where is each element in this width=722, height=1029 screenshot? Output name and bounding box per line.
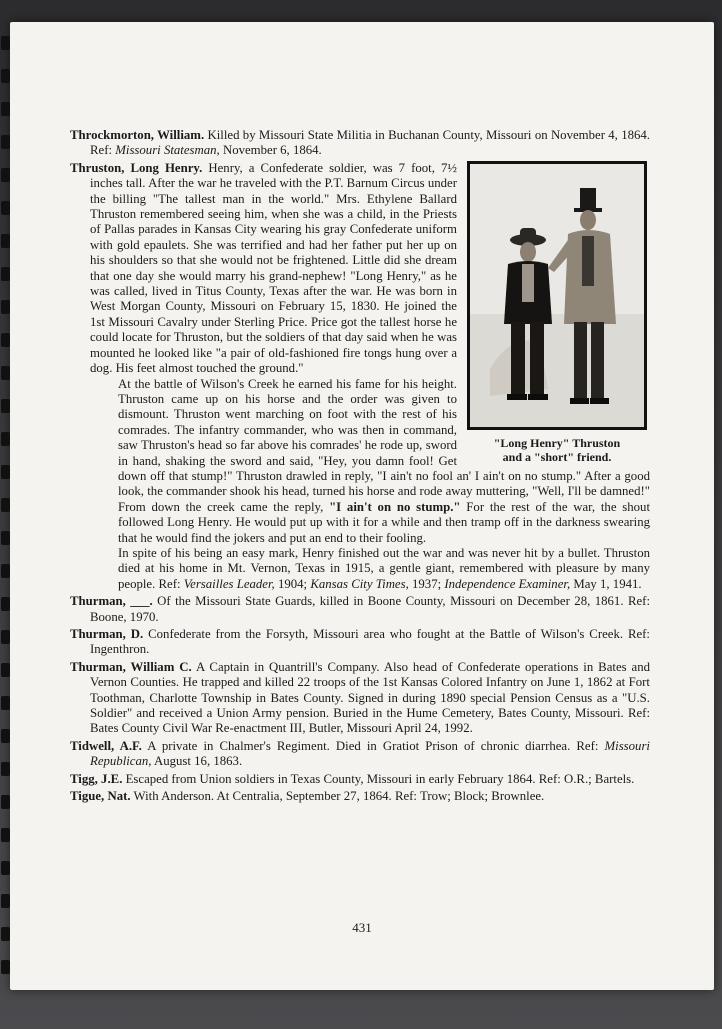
binding-coil [1, 630, 10, 644]
entry-name: Throckmorton, William. [70, 128, 205, 142]
book-page [10, 22, 714, 990]
photo-figure [467, 161, 647, 464]
entry-text: May 1, 1941. [570, 576, 642, 591]
entry-text: November 6, 1864. [219, 143, 322, 158]
source-title: Independence Examiner, [444, 576, 571, 591]
entry-tigue [70, 789, 650, 804]
binding-coil [1, 201, 10, 215]
caption-line: and a "short" friend. [502, 449, 612, 464]
entry-name: Thurman, William C. [70, 659, 192, 674]
binding-coil [1, 663, 10, 677]
binding-coil [1, 333, 10, 347]
photo-frame [467, 161, 647, 430]
binding-coil [1, 135, 10, 149]
binding-coil [1, 168, 10, 182]
entry-text: For the rest of the war, the shout followed Long Henry. He would put up with it for a while and then tramp off in the darkness swearing that he would find the jokers and put an end to their fooling. [118, 499, 650, 545]
binding-coil [1, 36, 10, 50]
binding-coil [1, 267, 10, 281]
binding-coil [1, 531, 10, 545]
source-title: Kansas City Times, [310, 576, 409, 591]
source-title: Versailles Leader, [183, 576, 275, 591]
entry-thurman-d [70, 627, 650, 658]
binding-coil [1, 564, 10, 578]
entry-thurman-blank [70, 594, 650, 625]
binding-coil [1, 432, 10, 446]
spiral-binding [0, 22, 12, 990]
source-title: Missouri Statesman, [115, 143, 220, 158]
entry-text: Of the Missouri State Guards, killed in Boone County, Missouri on December 28, 1861. Ref: Boone, 1970. [90, 594, 651, 624]
entry-thurman-william-c [70, 660, 650, 737]
entry-text: A Captain in Quantrill's Company. Also head of Confederate operations in Bates and Vernon Counties. He trapped and killed 22 troops of the 1st Kansas Colored Infantry on June 1, 1862 at Fort Toothman, Charlotte Township in Bates County. Signed in during 1890 special Pension Census as a "U.S. Soldier" and received a Union Army pension. Buried in the Hume Cemetery, Bates County, Missouri. Ref: Bates County Civil War Re-enactment III, Butler, Missouri April 24, 1992. [90, 659, 651, 736]
binding-coil [1, 696, 10, 710]
entry-name: Thurman, D. [70, 627, 144, 641]
entry-text: Confederate from the Forsyth, Missouri area who fought at the Battle of Wilson's Creek. Ref: Ingenthron. [90, 627, 650, 657]
binding-coil [1, 465, 10, 479]
binding-coil [1, 300, 10, 314]
binding-coil [1, 828, 10, 842]
entry-text: Henry, a Confederate soldier, was 7 foot, 7½ inches tall. After the war he traveled with the P.T. Barnum Circus under the billing "The tallest man in the world." Mrs. Ethylene Ballard Thruston remembered seeing him, when she was a child, in the Priests of Pallas parades in Kansas City wearing his gray Confederate uniform with gold epaulets. She was terrified and had her father put her up on his shoulders so that she would not be frightened. Little did she dream that one day she would marry his grand-nephew! "Long Henry," as he was called, lived in Titus County, Texas after the war. He was born in West Morgan County, Missouri on February 15, 1830. He joined the 1st Missouri Cavalry under Sterling Price. Price got the tallest horse he could locate for Thruston, but the soldiers of that day said when he was mounted he looked like "a pair of old-fashioned fire tongs hung over a dog. His feet almost touched the ground." [90, 160, 457, 376]
entry-text: At the battle of Wilson's Creek he earned his fame for his height. Thruston came up on his horse and the order was given to dismount. Thruston went marching on foot with the rest of his comrades. The infantry commander, who was then in command, saw Thruston's head so far above his comrades' he rode up, sword in hand, shaking the sword and said, "Hey, you damn fool! Get down off that stump!" Thruston drawled in reply, "I ain't no fool an' I ain't on no stump." After a good look, the commander shook his head, turned his horse and rode away muttering, "Well, I'll be damned!" From down the creek came the reply, [118, 376, 650, 514]
entry-tigg [70, 772, 650, 787]
binding-coil [1, 762, 10, 776]
entry-throckmorton [70, 128, 650, 159]
binding-coil [1, 597, 10, 611]
entry-paragraph [70, 546, 650, 592]
entry-text: A private in Chalmer's Regiment. Died in Gratiot Prison of chronic diarrhea. Ref: [141, 738, 605, 753]
photo-caption [467, 436, 647, 464]
entry-name: Tigg, J.E. [70, 771, 123, 786]
page-text [70, 128, 650, 804]
entry-name: Thruston, Long Henry. [70, 160, 203, 175]
binding-coil [1, 729, 10, 743]
entry-name: Thurman, ___. [70, 594, 153, 609]
binding-coil [1, 498, 10, 512]
caption-line: "Long Henry" Thruston [493, 435, 621, 450]
entry-text: With Anderson. At Centralia, September 27, 1864. Ref: Trow; Block; Brownlee. [130, 789, 545, 804]
entry-name: Tigue, Nat. [70, 789, 131, 804]
page-number: 431 [352, 920, 372, 935]
binding-coil [1, 102, 10, 116]
binding-coil [1, 234, 10, 248]
binding-coil [1, 795, 10, 809]
entry-name: Tidwell, A.F. [70, 738, 142, 753]
entry-text: 1904; [274, 576, 311, 591]
binding-coil [1, 366, 10, 380]
entry-text: August 16, 1863. [151, 754, 243, 769]
quote-bold: "I ain't on no stump." [329, 499, 461, 514]
binding-coil [1, 861, 10, 875]
binding-coil [1, 894, 10, 908]
binding-coil [1, 399, 10, 413]
entry-text: In spite of his being an easy mark, Henry finished out the war and was never hit by a bullet. Thruston died at his home in Mt. Vernon, Texas in 1915, a gentle giant, remembered with pleasure by many people. Ref: [118, 545, 650, 591]
entry-tidwell [70, 739, 650, 770]
entry-thruston [70, 161, 650, 592]
entry-text: Killed by Missouri State Militia in Buchanan County, Missouri on November 4, 1864. Ref: [90, 128, 650, 158]
binding-coil [1, 960, 10, 974]
entry-text: Escaped from Union soldiers in Texas County, Missouri in early February 1864. Ref: O.R.; Bartels. [122, 771, 635, 786]
binding-coil [1, 927, 10, 941]
binding-coil [1, 69, 10, 83]
entry-text: 1937; [408, 576, 445, 591]
source-title: Missouri Republican, [90, 738, 650, 769]
photo-long-henry-and-friend [470, 164, 644, 427]
